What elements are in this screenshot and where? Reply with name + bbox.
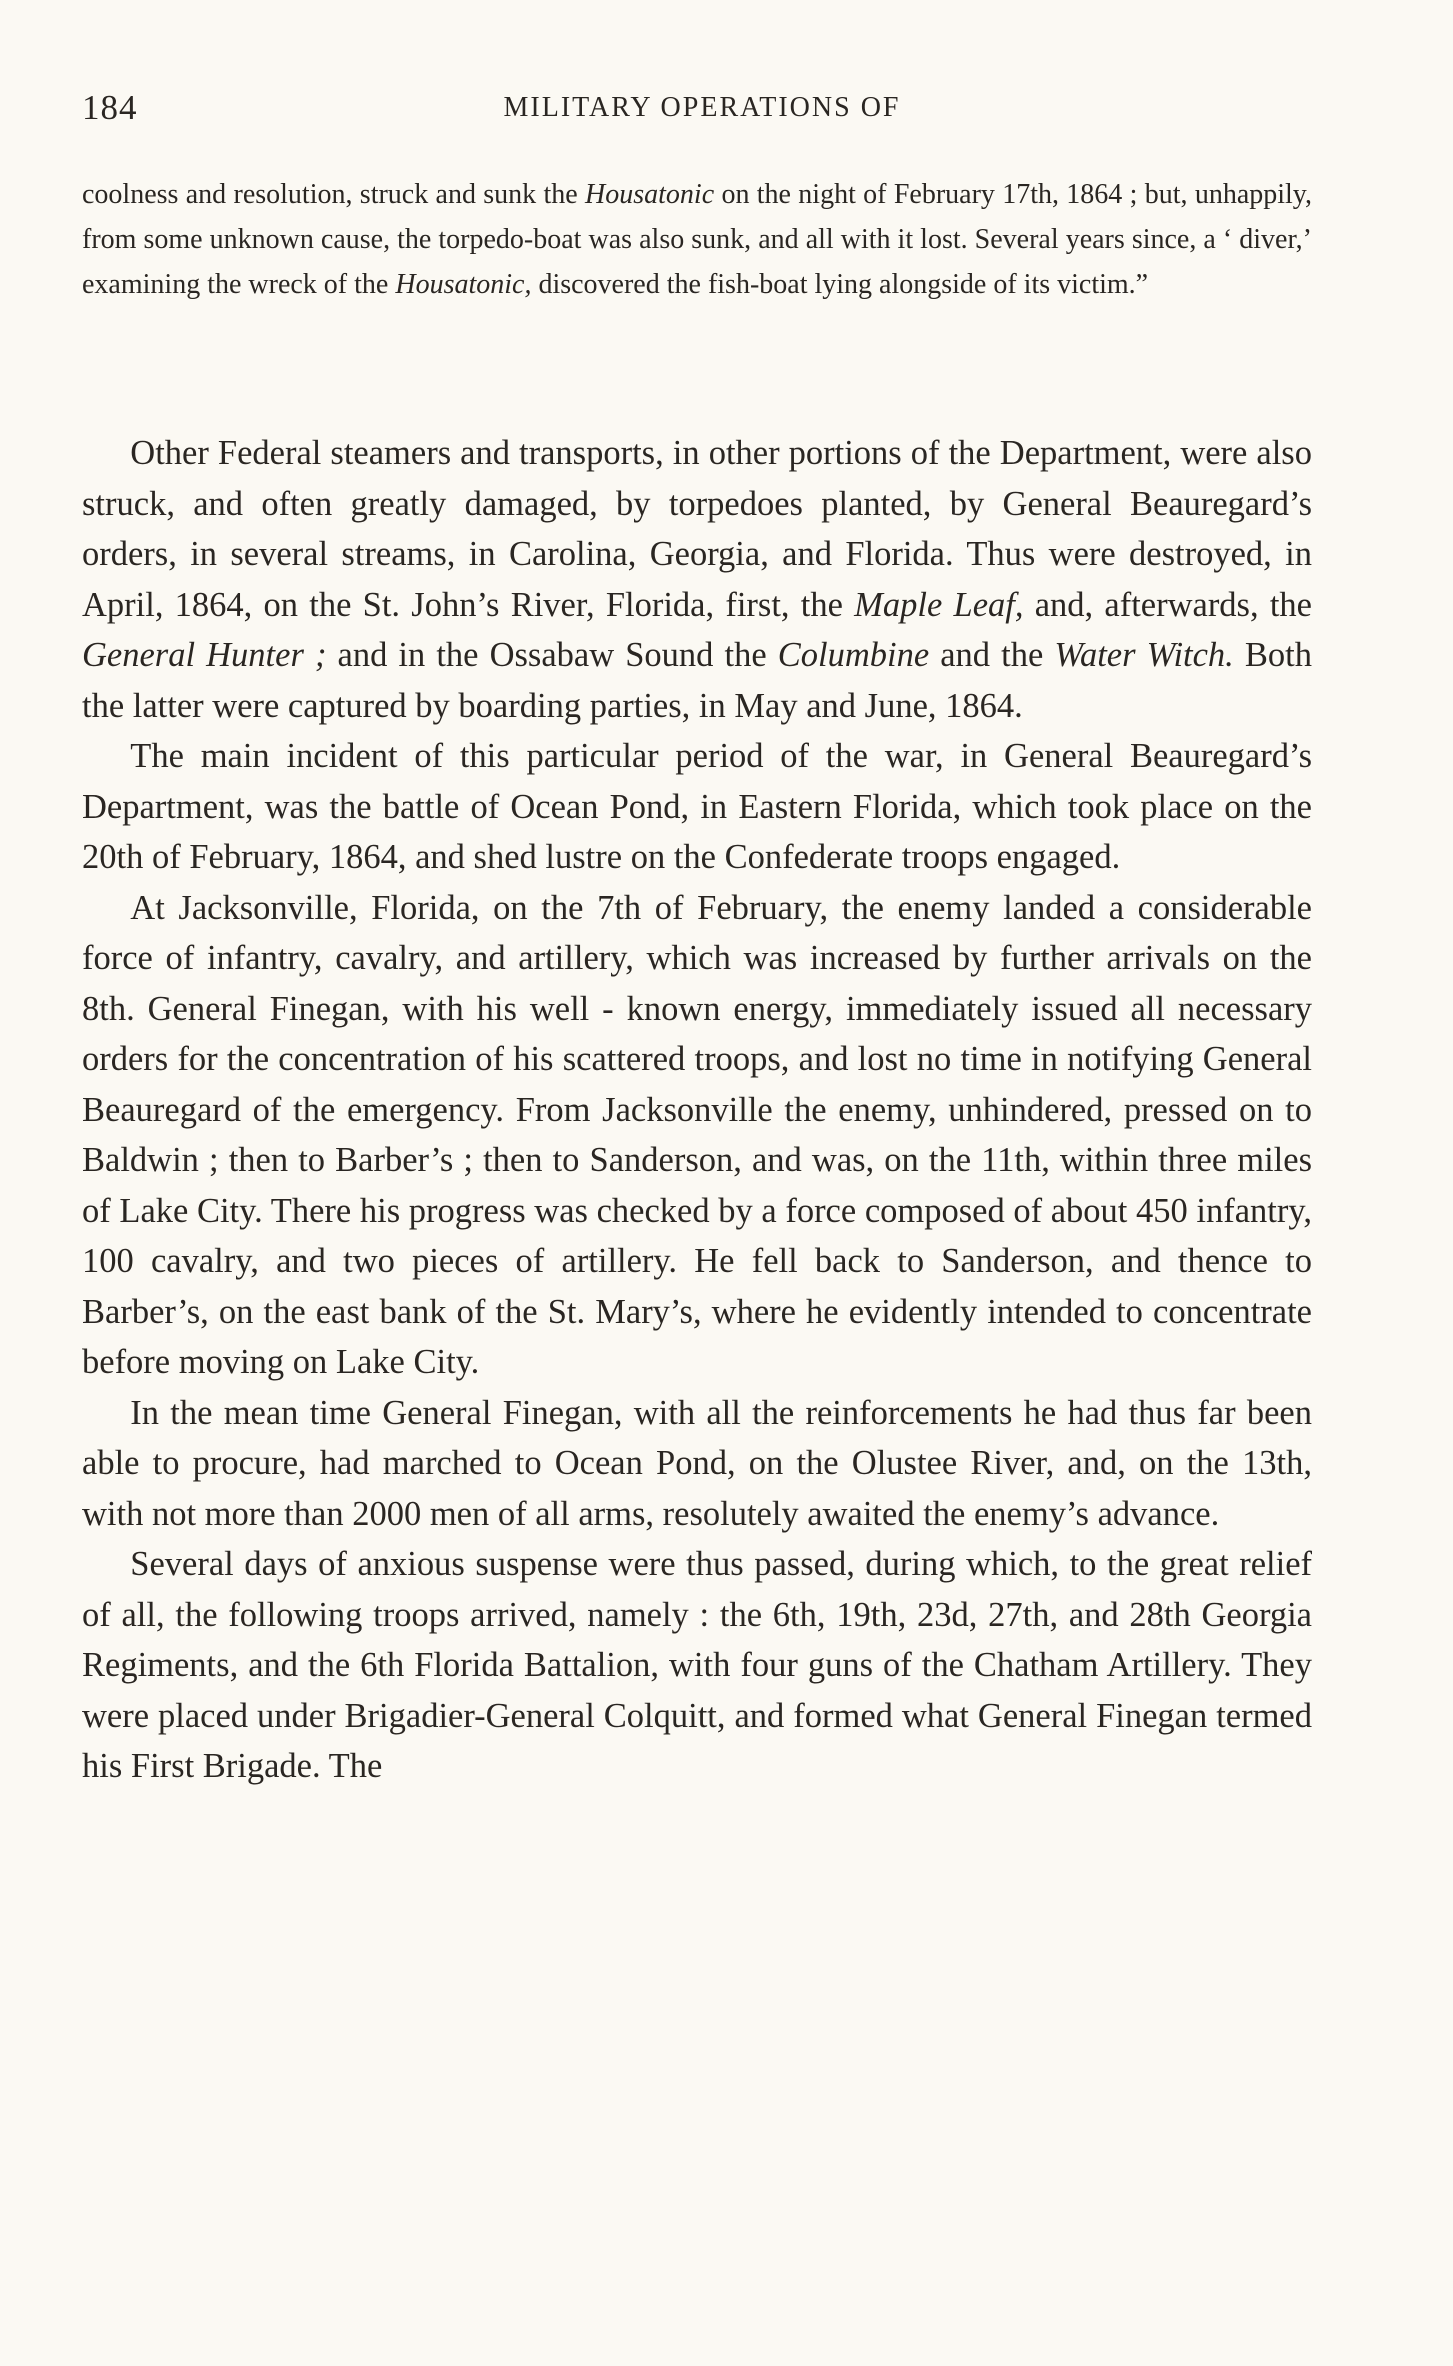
ship-name: Housatonic: [585, 179, 715, 210]
paragraph-text: Other Federal steamers and transports, in other portions of the Department, were also struck, and often greatly damaged, by torpedoes planted, by General Beauregard’s orders, in several streams, in Carolina, Georgia, and Florida. Thus were destroyed, in April, 1864, on the St. John’s River, Florida, first, the: [82, 434, 1312, 624]
quote-text: on the night of February 17th, 1864 ; but, unhappily, from some unknown cause, the torpedo-boat was also sunk, and all with it lost. Several years since, a ‘ diver,’ examining the wreck of the: [82, 179, 1312, 300]
paragraph-jacksonville: At Jacksonville, Florida, on the 7th of February, the enemy landed a considerable force of infantry, cavalry, and artillery, which was increased by further arrivals on the 8th. General Finegan, with his well - known energy, immediately issued all necessary orders for the concentration of his scattered troops, and lost no time in notifying General Beauregard of the emergency. From Jacksonville the enemy, unhindered, pressed on to Baldwin ; then to Barber’s ; then to Sanderson, and was, on the 11th, within three miles of Lake City. There his progress was checked by a force composed of about 450 infantry, 100 cavalry, and two pieces of artillery. He fell back to Sanderson, and thence to Barber’s, on the east bank of the St. Mary’s, where he evidently intended to concentrate before moving on Lake City.: [82, 888, 1312, 1381]
paragraph-federal-steamers: [82, 428, 1312, 731]
paragraph-text: and in the Ossabaw Sound the: [326, 636, 778, 674]
paragraph-finegan: In the mean time General Finegan, with all the reinforcements he had thus far been able to procure, had marched to Ocean Pond, on the Olustee River, and, on the 13th, with not more than 2000 men of all arms, resolutely awaited the enemy’s advance.: [82, 1393, 1312, 1533]
running-head: MILITARY OPERATIONS OF: [503, 92, 901, 123]
paragraph-ocean-pond: The main incident of this particular period of the war, in General Beauregard’s Department, was the battle of Ocean Pond, in Eastern Florida, which took place on the 20th of February, 1864, and shed lustre on the Confederate troops engaged.: [82, 737, 1312, 876]
paragraph-text: and, afterwards, the: [1023, 585, 1312, 624]
ship-name: Housatonic,: [395, 269, 532, 300]
ship-name: Maple Leaf,: [854, 585, 1024, 624]
page-number: 184: [82, 88, 138, 127]
body-text: [82, 428, 1312, 1792]
paragraph-reinforcements: Several days of anxious suspense were thus passed, during which, to the great relief of all, the following troops arrived, namely : the 6th, 19th, 23d, 27th, and 28th Georgia Regiments, and the 6th Florida Battalion, with four guns of the Chatham Artillery. They were placed under Brigadier-General Colquitt, and formed what General Finegan termed his First Brigade. The: [82, 1545, 1312, 1785]
quote-paragraph: [82, 172, 1312, 307]
page-header: [82, 88, 1322, 138]
quote-text: coolness and resolution, struck and sunk the: [82, 179, 586, 210]
ship-name: General Hunter ;: [82, 636, 327, 674]
quoted-passage: [82, 172, 1312, 307]
paragraph-text: and the: [929, 636, 1055, 674]
quote-text: discovered the fish-boat lying alongside of its victim.”: [531, 269, 1149, 300]
paragraph-text: Both the latter were captured by boarding parties, in May and June, 1864.: [82, 636, 1312, 725]
ship-name: Columbine: [777, 636, 930, 674]
ship-name: Water Witch.: [1054, 636, 1234, 674]
